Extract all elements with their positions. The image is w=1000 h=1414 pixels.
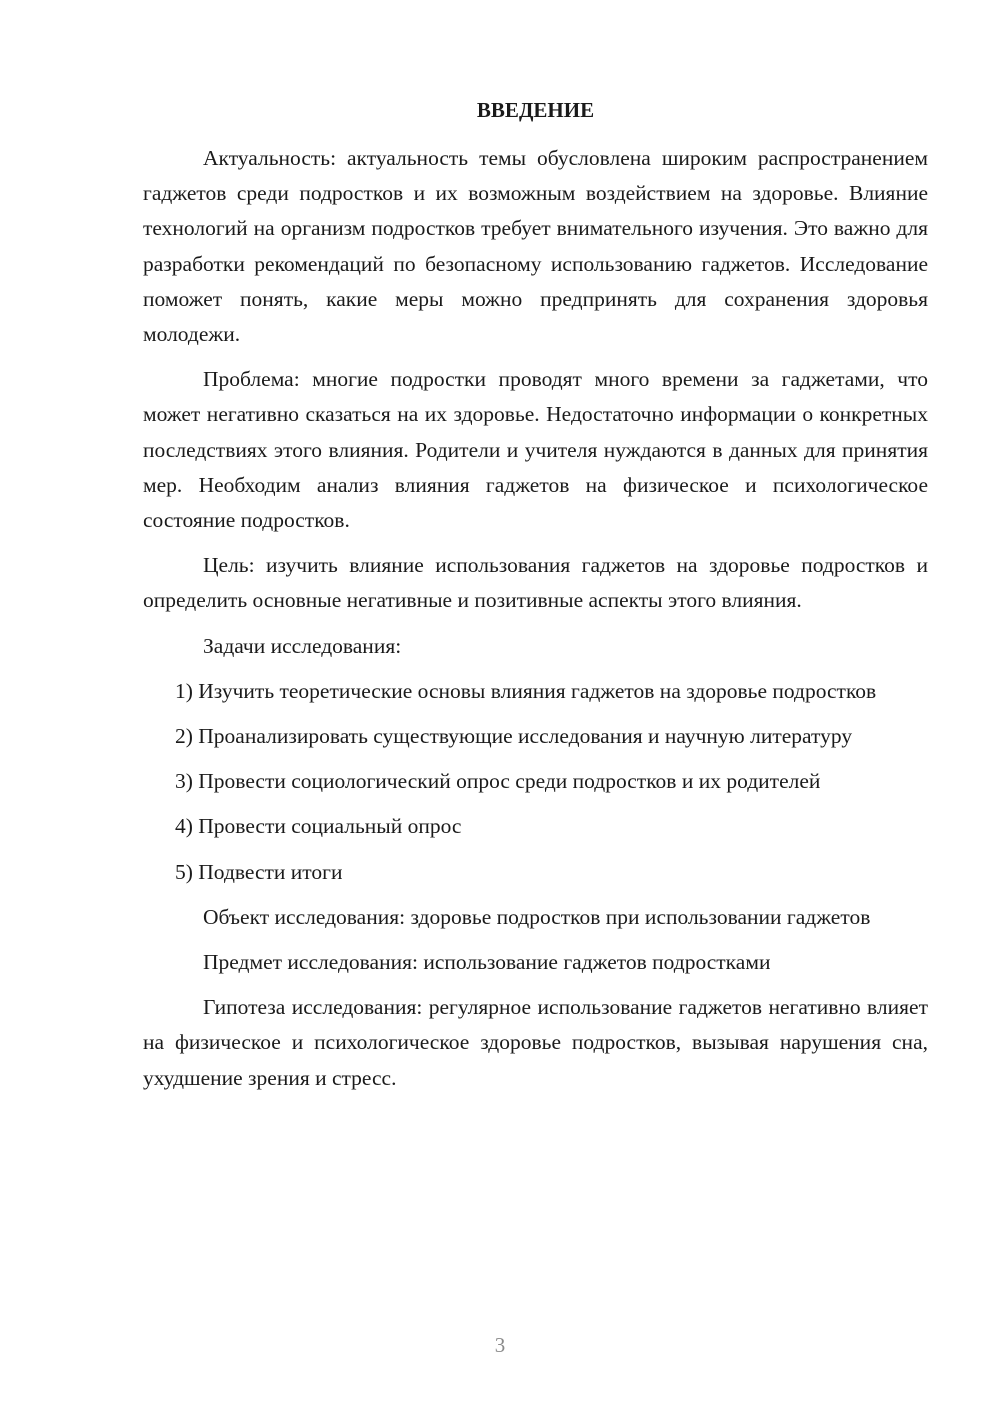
task-item: 5) Подвести итоги [175, 859, 343, 884]
task-item: 2) Проанализировать существующие исследования и научную литературу [175, 724, 853, 749]
relevance-paragraph: Актуальность: актуальность темы обусловлена широким распространением гаджетов среди подростков и их возможным воздействием на здоровье. Влияние технологий на организм подростков требует внимательного изучения. Это важно для разработки рекомендаций по безопасному использованию гаджетов. Исследование поможет понять, какие меры можно предпринять для сохранения здоровья молодежи. [143, 146, 928, 347]
subject-paragraph: Предмет исследования: использование гаджетов подростками [203, 950, 771, 975]
tasks-heading: Задачи исследования: [203, 633, 402, 658]
object-paragraph: Объект исследования: здоровье подростков при использовании гаджетов [203, 904, 871, 929]
hypothesis-paragraph: Гипотеза исследования: регулярное использование гаджетов негативно влияет на физическое и психологическое здоровье подростков, вызывая нарушения сна, ухудшение зрения и стресс. [143, 995, 928, 1090]
section-title: ВВЕДЕНИЕ [476, 98, 595, 122]
goal-paragraph: Цель: изучить влияние использования гаджетов на здоровье подростков и определить основные негативные и позитивные аспекты этого влияния. [143, 553, 928, 613]
document-page [143, 92, 928, 1106]
task-item: 4) Провести социальный опрос [175, 814, 462, 839]
task-item: 3) Провести социологический опрос среди подростков и их родителей [175, 769, 821, 794]
problem-paragraph: Проблема: многие подростки проводят много времени за гаджетами, что может негативно сказаться на их здоровье. Недостаточно информации о конкретных последствиях этого влияния. Родители и учителя нуждаются в данных для принятия мер. Необходим анализ влияния гаджетов на физическое и психологическое состояние подростков. [143, 367, 928, 533]
page-number: 3 [494, 1333, 506, 1357]
task-item: 1) Изучить теоретические основы влияния гаджетов на здоровье подростков [175, 678, 877, 703]
